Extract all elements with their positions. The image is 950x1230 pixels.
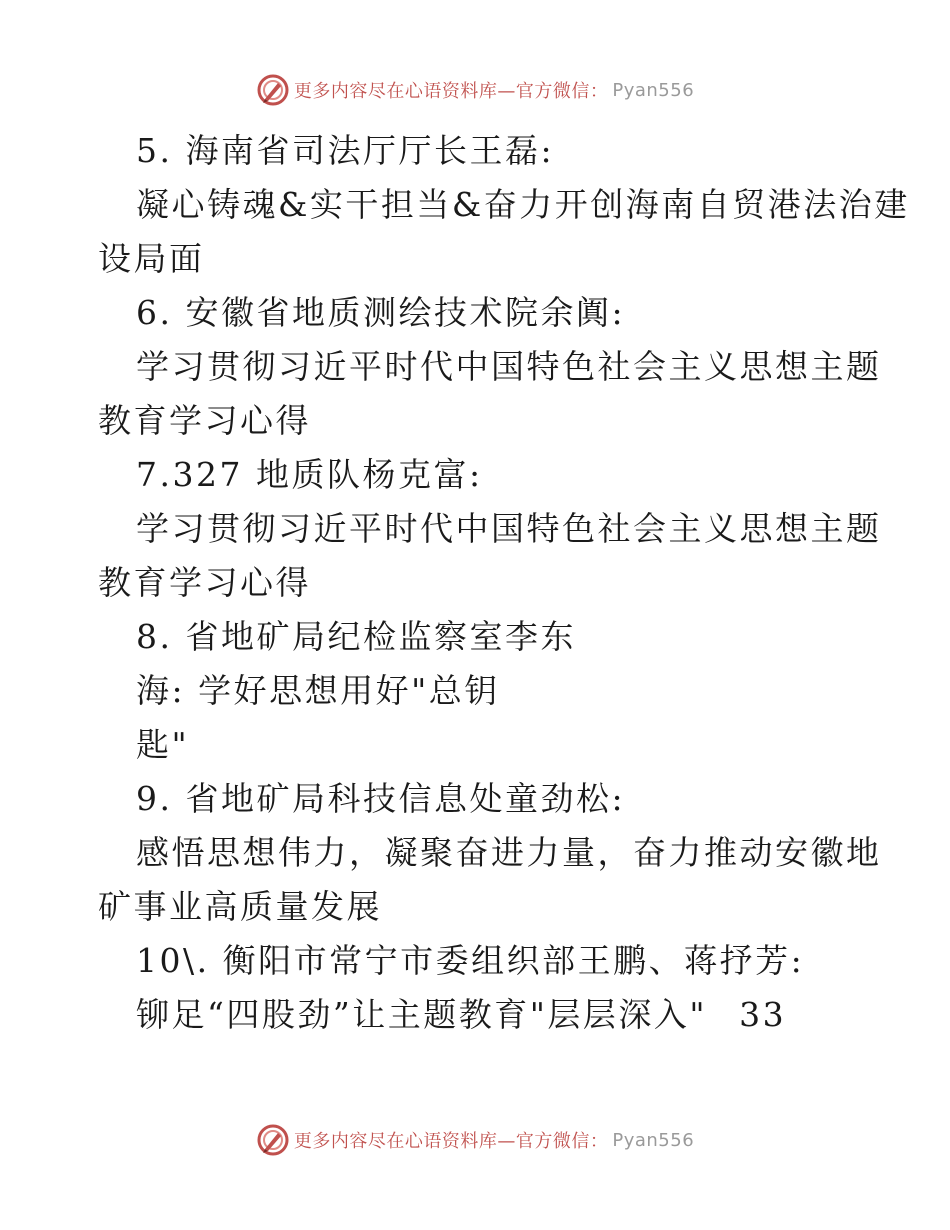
item-5-title-line-2: 设局面 [98, 239, 205, 278]
pen-logo-icon [256, 1123, 290, 1157]
item-8-heading: 8. 省地矿局纪检监察室李东 [136, 617, 576, 656]
item-5-title-line-1: 凝心铸魂&实干担当&奋力开创海南自贸港法治建 [136, 185, 910, 224]
pen-logo-icon [256, 73, 290, 107]
item-10-heading: 10\. 衡阳市常宁市委组织部王鹏、蒋抒芳: [136, 941, 805, 980]
footer-watermark-banner [0, 1120, 950, 1160]
item-10-title-line [98, 988, 858, 1042]
item-8-title-line-1: 海: 学好思想用好"总钥 [136, 671, 500, 710]
banner-text: 更多内容尽在心语资料库—官方微信： [293, 81, 609, 102]
item-7-title-line-1: 学习贯彻习近平时代中国特色社会主义思想主题 [136, 509, 882, 548]
banner-text: 更多内容尽在心语资料库—官方微信： [293, 1131, 609, 1152]
item-8-title-line-2: 匙" [136, 725, 190, 764]
page-number: 33 [739, 995, 787, 1034]
item-6-title-line-2: 教育学习心得 [98, 401, 311, 440]
item-9-title-line-2: 矿事业高质量发展 [98, 887, 382, 926]
item-7-title-line-2: 教育学习心得 [98, 563, 311, 602]
item-9-title-line-1: 感悟思想伟力，凝聚奋进力量，奋力推动安徽地 [136, 833, 882, 872]
item-6-heading: 6. 安徽省地质测绘技术院余阗: [136, 293, 626, 332]
wechat-id: Pyan556 [612, 79, 695, 101]
item-9-heading: 9. 省地矿局科技信息处童劲松: [136, 779, 626, 818]
item-10-title-text: 铆足“四股劲”让主题教育"层层深入" [136, 995, 708, 1034]
item-5-heading: 5. 海南省司法厅厅长王磊: [136, 131, 555, 170]
item-7-heading: 7.327 地质队杨克富: [136, 455, 483, 494]
wechat-id: Pyan556 [612, 1129, 695, 1151]
header-watermark-banner [0, 70, 950, 110]
document-body [98, 124, 910, 1042]
item-6-title-line-1: 学习贯彻习近平时代中国特色社会主义思想主题 [136, 347, 882, 386]
